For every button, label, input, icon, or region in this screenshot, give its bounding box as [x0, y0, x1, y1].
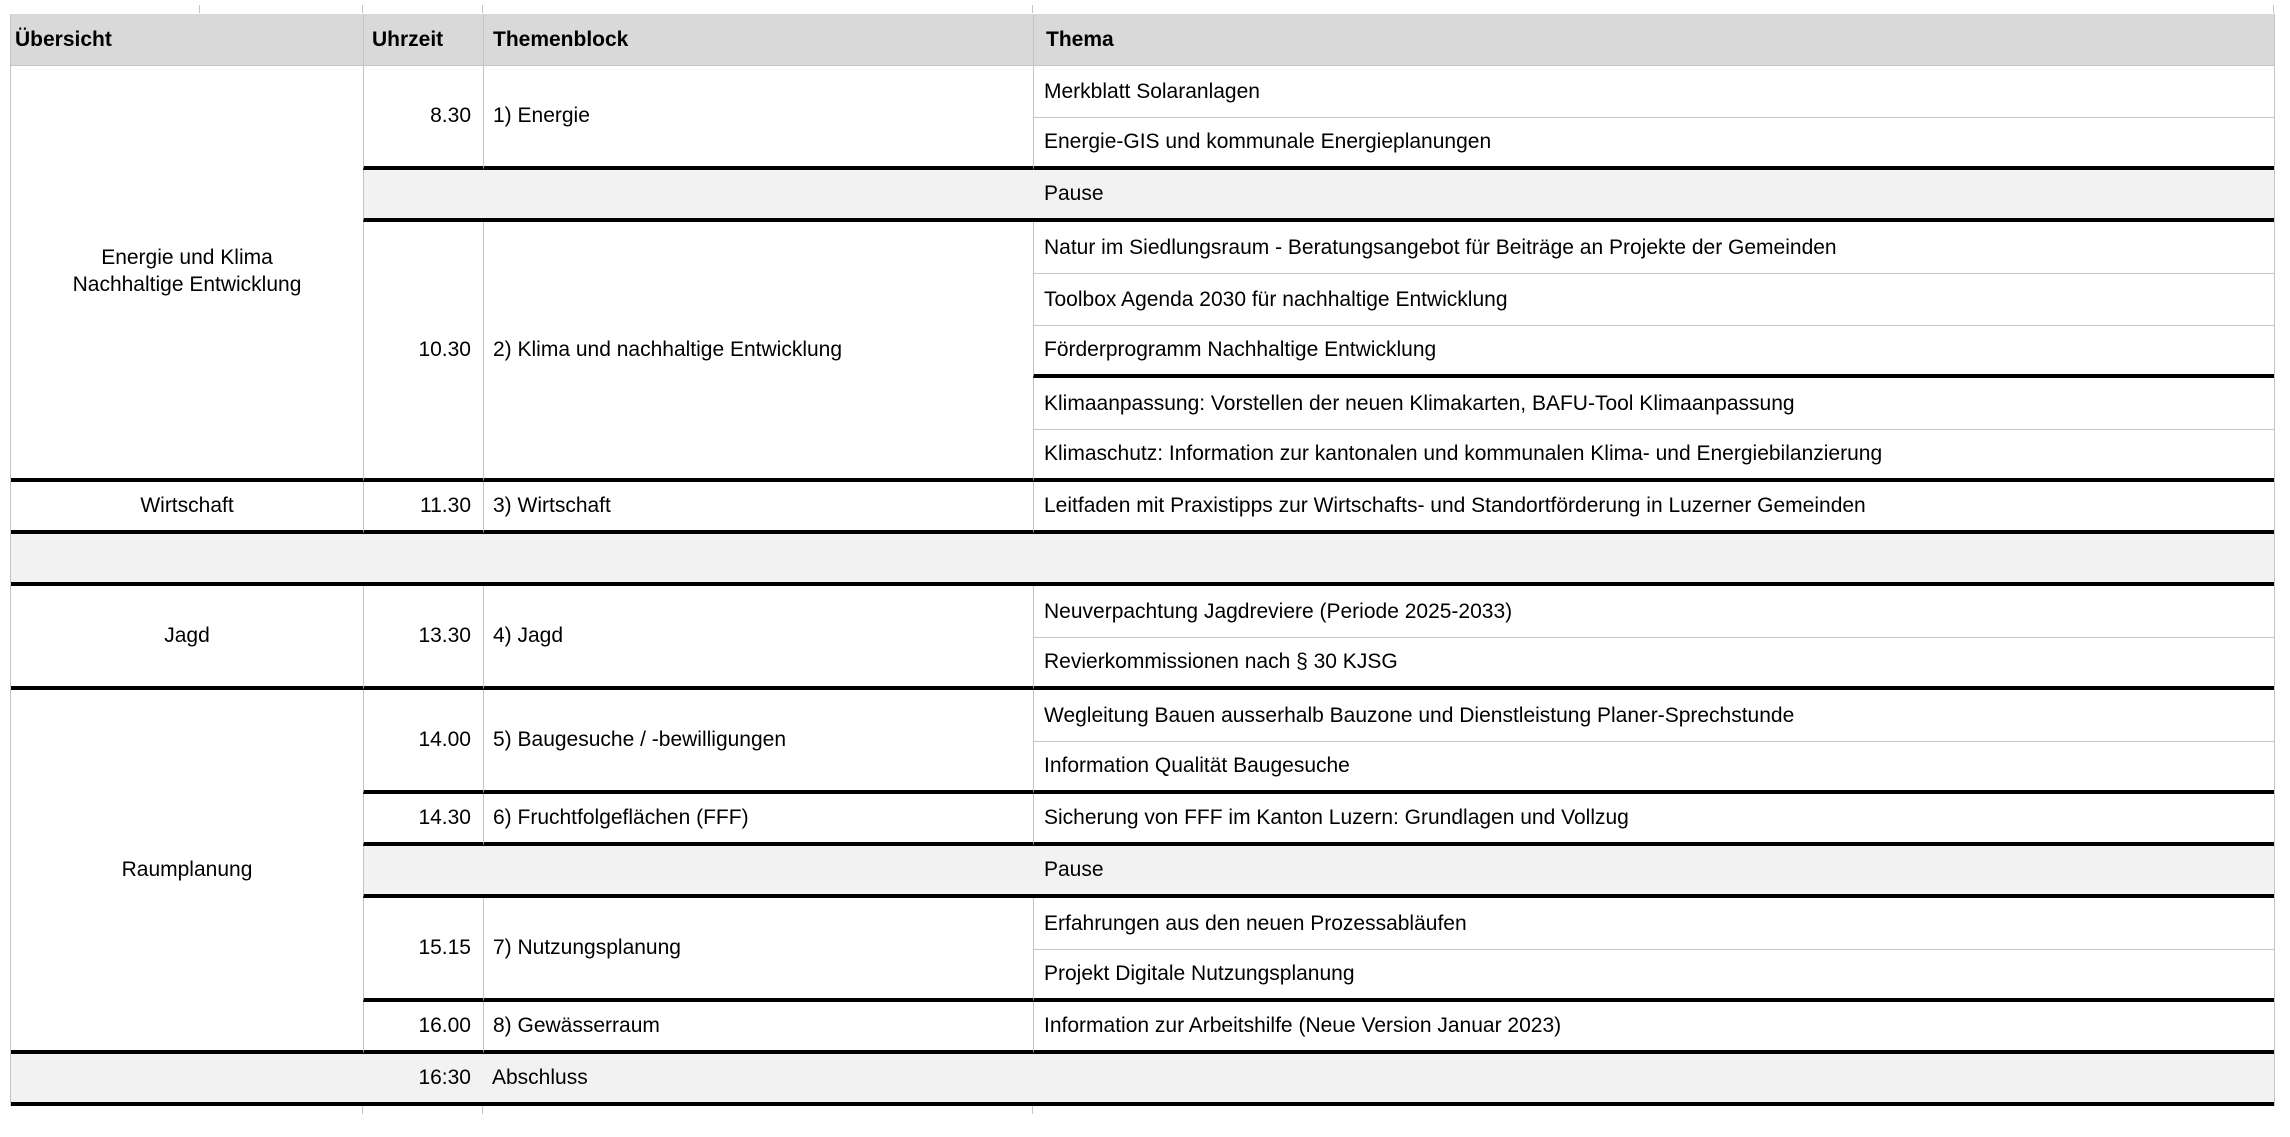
themenblock-title: 6) Fruchtfolgeflächen (FFF)	[493, 806, 749, 829]
header-label: Uhrzeit	[372, 27, 444, 51]
thema-cell	[1033, 586, 2274, 638]
grid-stub	[1032, 1106, 1033, 1114]
grid-stub	[199, 5, 200, 13]
thema-text: Förderprogramm Nachhaltige Entwicklung	[1044, 338, 1437, 361]
overview-cell-wirtschaft	[11, 482, 363, 534]
header-cell-uebersicht	[11, 14, 363, 66]
overview-cell-energie-klima	[11, 66, 363, 482]
thema-cell	[1033, 430, 2274, 482]
thema-text: Neuverpachtung Jagdreviere (Periode 2025-2033)	[1044, 599, 1513, 623]
themenblock-cell-fff	[483, 794, 1033, 846]
thema-cell	[1033, 118, 2274, 170]
thema-cell	[1033, 1002, 2274, 1054]
themenblock-cell-gewaesserraum	[483, 1002, 1033, 1054]
thema-text: Energie-GIS und kommunale Energieplanungen	[1044, 130, 1492, 153]
thema-cell	[1033, 638, 2274, 690]
time-value: 14.00	[418, 728, 471, 751]
midday-break-band	[11, 534, 2274, 586]
closing-row-inner	[11, 1054, 2274, 1102]
thema-cell	[1033, 794, 2274, 846]
time-cell-fff	[363, 794, 483, 846]
pause-label: Pause	[1044, 182, 1104, 205]
grid-stub	[362, 5, 363, 13]
overview-label: Jagd	[164, 623, 210, 647]
themenblock-title: 8) Gewässerraum	[493, 1014, 660, 1037]
overview-label	[73, 245, 302, 299]
themenblock-title: 2) Klima und nachhaltige Entwicklung	[493, 338, 843, 361]
header-cell-themenblock	[483, 14, 1033, 66]
themenblock-cell-energie	[483, 66, 1033, 170]
time-cell-jagd	[363, 586, 483, 690]
pause-row	[363, 846, 2274, 898]
themenblock-title: 5) Baugesuche / -bewilligungen	[493, 728, 787, 751]
grid-stub	[362, 1106, 363, 1114]
overview-line1: Energie und Klima	[101, 246, 273, 270]
time-cell-klima	[363, 222, 483, 482]
grid-stub	[1032, 5, 1033, 13]
closing-label: Abschluss	[492, 1066, 588, 1089]
pause-row	[363, 170, 2274, 222]
time-value: 14.30	[418, 806, 471, 829]
time-cell-gewaesserraum	[363, 1002, 483, 1054]
themenblock-cell-klima	[483, 222, 1033, 482]
themenblock-title: 1) Energie	[493, 104, 590, 127]
header-label: Themenblock	[493, 27, 629, 51]
grid-stub	[482, 1106, 483, 1114]
themenblock-cell-wirtschaft	[483, 482, 1033, 534]
thema-text: Toolbox Agenda 2030 für nachhaltige Entwicklung	[1044, 287, 1508, 311]
thema-cell	[1033, 274, 2274, 326]
grid-stub	[482, 5, 483, 13]
time-value: 15.15	[418, 936, 471, 959]
closing-row	[11, 1054, 2274, 1106]
grid-stub	[2273, 5, 2274, 13]
themenblock-title: 7) Nutzungsplanung	[493, 936, 681, 959]
time-cell-baugesuche	[363, 690, 483, 794]
themenblock-cell-nutzungsplanung	[483, 898, 1033, 1002]
thema-text: Information Qualität Baugesuche	[1044, 754, 1350, 777]
thema-text: Revierkommissionen nach § 30 KJSG	[1044, 650, 1398, 673]
thema-text: Leitfaden mit Praxistipps zur Wirtschafts- und Standortförderung in Luzerner Gemeinden	[1044, 494, 1866, 517]
time-cell-wirtschaft	[363, 482, 483, 534]
overview-cell-raumplanung	[11, 690, 363, 1054]
time-value: 16.00	[418, 1014, 471, 1037]
header-cell-uhrzeit	[363, 14, 483, 66]
thema-cell	[1033, 742, 2274, 794]
thema-cell	[1033, 482, 2274, 534]
time-value: 16:30	[418, 1066, 471, 1089]
thema-text: Projekt Digitale Nutzungsplanung	[1044, 962, 1355, 985]
time-value: 11.30	[420, 494, 471, 517]
themenblock-cell-baugesuche	[483, 690, 1033, 794]
thema-text: Klimaanpassung: Vorstellen der neuen Klimakarten, BAFU-Tool Klimaanpassung	[1044, 391, 1795, 415]
time-value: 13.30	[418, 624, 471, 647]
overview-cell-jagd	[11, 586, 363, 690]
overview-line2: Nachhaltige Entwicklung	[72, 273, 302, 296]
thema-cell	[1033, 222, 2274, 274]
thema-cell	[1033, 66, 2274, 118]
time-cell-nutzungsplanung	[363, 898, 483, 1002]
themenblock-cell-jagd	[483, 586, 1033, 690]
time-cell-energie	[363, 66, 483, 170]
thema-text: Sicherung von FFF im Kanton Luzern: Grundlagen und Vollzug	[1044, 806, 1629, 829]
thema-text: Natur im Siedlungsraum - Beratungsangebot für Beiträge an Projekte der Gemeinden	[1044, 235, 1837, 259]
themenblock-title: 3) Wirtschaft	[493, 494, 611, 517]
overview-label: Wirtschaft	[140, 493, 234, 517]
thema-text: Wegleitung Bauen ausserhalb Bauzone und Dienstleistung Planer-Sprechstunde	[1044, 703, 1795, 727]
header-label: Übersicht	[15, 27, 112, 51]
thema-text: Merkblatt Solaranlagen	[1044, 79, 1260, 103]
overview-label: Raumplanung	[121, 857, 253, 881]
time-value: 10.30	[418, 338, 471, 361]
thema-cell	[1033, 950, 2274, 1002]
pause-label: Pause	[1044, 858, 1104, 881]
header-label: Thema	[1046, 27, 1114, 51]
thema-text: Klimaschutz: Information zur kantonalen und kommunalen Klima- und Energiebilanzierung	[1044, 442, 1883, 465]
thema-cell	[1033, 690, 2274, 742]
thema-cell	[1033, 898, 2274, 950]
themenblock-title: 4) Jagd	[493, 624, 564, 647]
thema-cell	[1033, 378, 2274, 430]
header-cell-thema	[1033, 14, 2274, 66]
thema-text: Erfahrungen aus den neuen Prozessabläufen	[1044, 911, 1467, 935]
thema-text: Information zur Arbeitshilfe (Neue Version Januar 2023)	[1044, 1014, 1562, 1037]
program-table	[10, 14, 2275, 1106]
thema-cell	[1033, 326, 2274, 378]
time-value: 8.30	[430, 104, 471, 127]
